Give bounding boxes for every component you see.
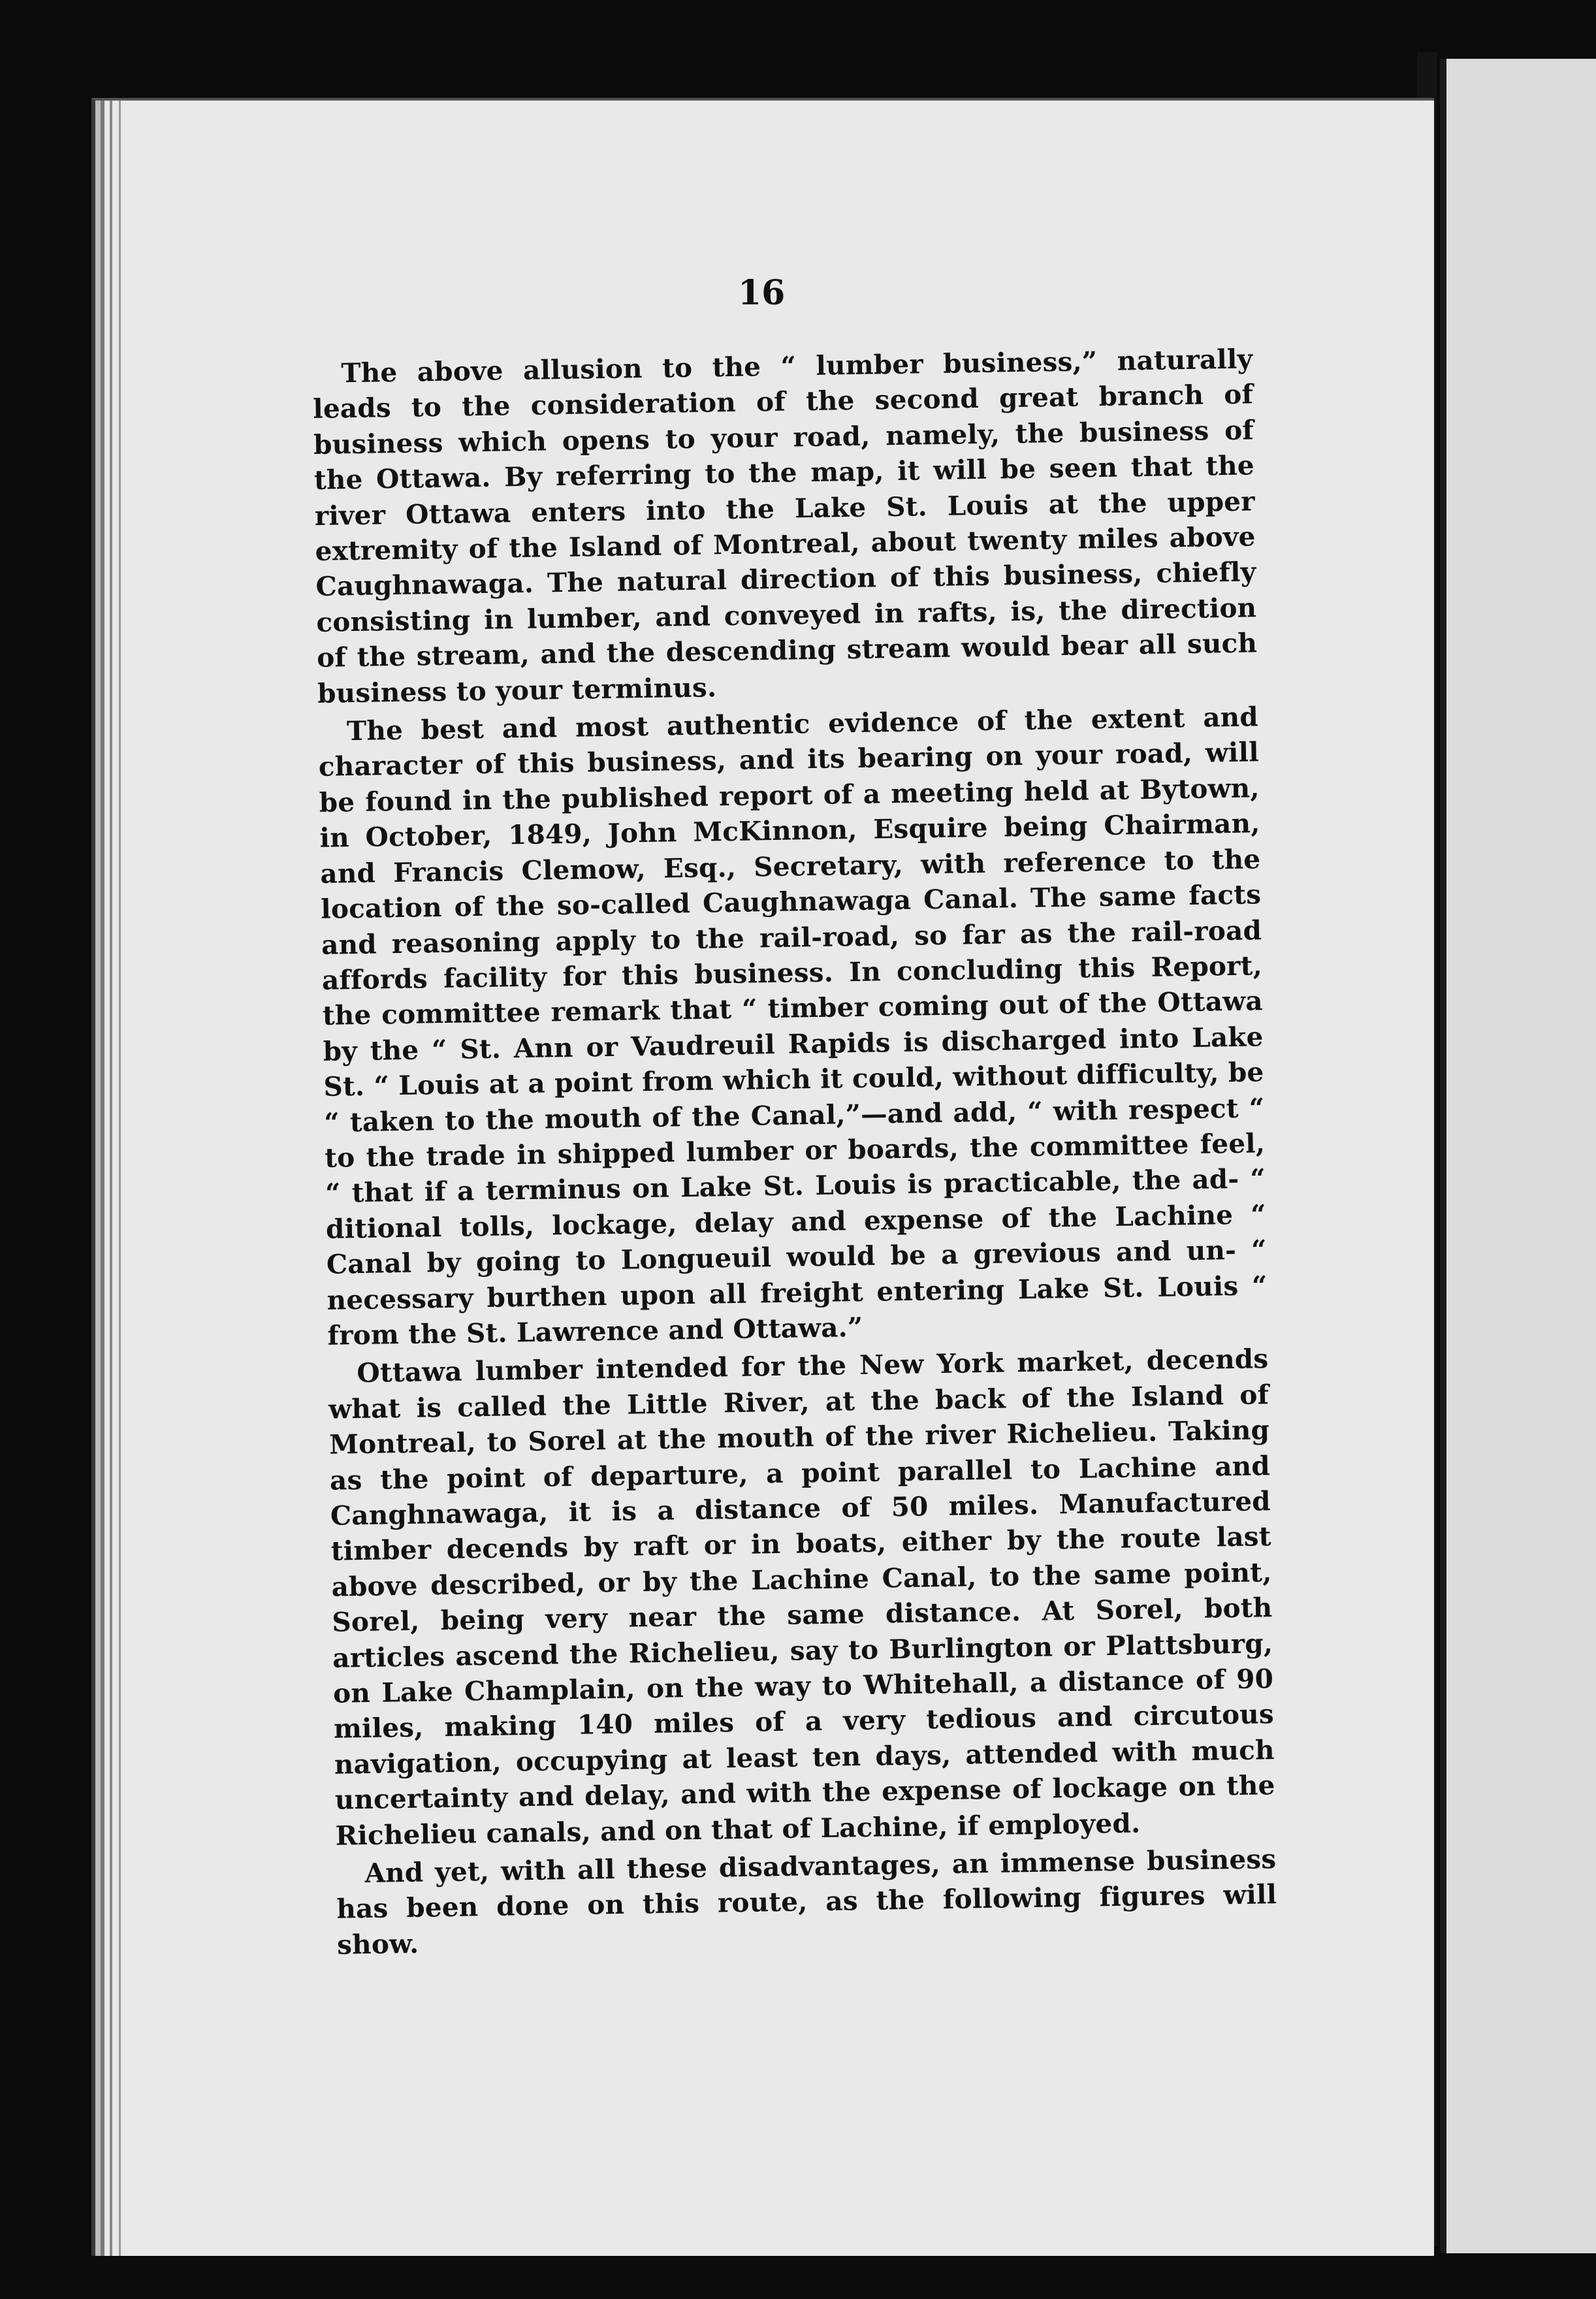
facing-page bbox=[1440, 59, 1596, 2253]
paragraph: Ottawa lumber intended for the New York market, decends what is called the Little River, at the back of the Island of Montreal, to Sorel at the mouth of the river Richelieu. Taking as the point of departure, a point parallel to Lachine and Canghnawaga, it is a distance of 50 miles. Manufactured timber decends by raft or in boats, either by the route last above described, or by the Lachine Canal, to the same point, Sorel, being very near the same distance. At Sorel, both articles ascend the Richelieu, say to Burlington or Plattsburg, on Lake Champlain, on the way to Whitehall, a distance of 90 miles, making 140 miles of a very tedious and circutous navigation, occupying at least ten days, attended with much uncertainty and delay, and with the expense of lockage on the Richelieu canals, and on that of Lachine, if employed. bbox=[328, 1343, 1275, 1852]
page-number: 16 bbox=[738, 273, 786, 313]
paragraph: And yet, with all these disadvantages, an immense business has been done on this route, as the following figures will show. bbox=[336, 1843, 1277, 1961]
paragraph: The best and most authentic evidence of the extent and character of this business, and its bearing on your road, will be found in the published report of a meeting held at Bytown, in October, 1849, John McKinnon, Esquire being Chairman, and Francis Clemow, Esq., Secretary, with reference to the location of the so-called Caughnawaga Canal. The same facts and reasoning apply to the rail-road, so far as the rail-road affords facility for this business. In concluding this Report, the committee remark that “ timber coming out of the Ottawa by the “ St. Ann or Vaudreuil Rapids is discharged into Lake St. “ Louis at a point from which it could, without difficulty, be “ taken to the mouth of the Canal,”—and add, “ with respect “ to the trade in shipped lumber or boards, the committee feel, “ that if a terminus on Lake St. Louis is practicable, the ad- “ ditional tolls, lockage, delay and expense of the Lachine “ Canal by going to Longueuil would be a grevious and un- “ necessary burthen upon all freight entering Lake St. Louis “ from the St. Lawrence and Ottawa.” bbox=[318, 701, 1268, 1351]
paragraph: The above allusion to the “ lumber business,” naturally leads to the consideration of the second great branch of business which opens to your road, namely, the business of the Ottawa. By referring to the map, it will be seen that the river Ottawa enters into the Lake St. Louis at the upper extremity of the Island of Montreal, about twenty miles above Caughnawaga. The natural direction of this business, chiefly consisting in lumber, and conveyed in rafts, is, the direction of the stream, and the descending stream would bear all such business to your terminus. bbox=[312, 343, 1258, 709]
body-text bbox=[312, 341, 1277, 1963]
